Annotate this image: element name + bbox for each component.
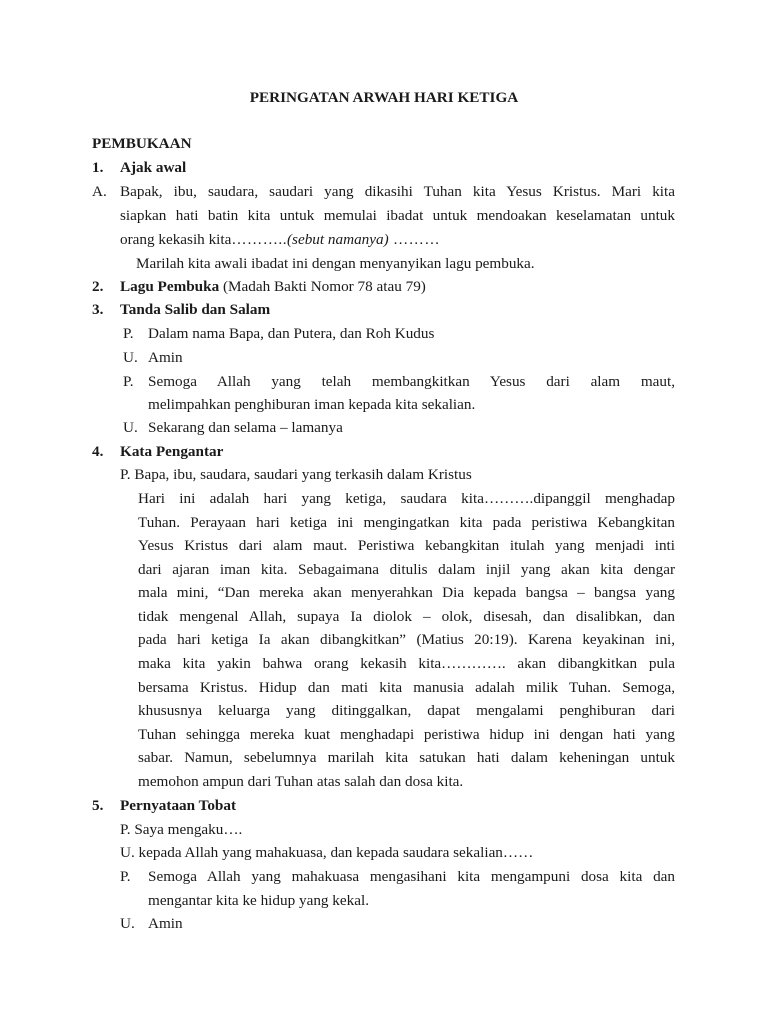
- response-marker: U.: [123, 349, 138, 366]
- section-5-heading: Pernyataan Tobat: [120, 797, 237, 814]
- section-3-number: 3.: [92, 301, 104, 318]
- section-4-para-line: pada hari ketiga Ia akan dibangkitkan” (Matius 20:19). Karena keyakinan ini,: [138, 631, 675, 648]
- section-4-heading: Kata Pengantar: [120, 443, 224, 460]
- section-4-para-line: Tuhan. Perayaan hari ketiga ini mengingatkan kita pada peristiwa Kebangkitan: [138, 514, 675, 531]
- section-5-p1: P. Saya mengaku….: [120, 821, 243, 838]
- response-text: Amin: [148, 915, 183, 932]
- section-1-a-marker: A.: [92, 183, 107, 200]
- name-placeholder-dots: ………..: [231, 231, 287, 248]
- section-1-invite: Marilah kita awali ibadat ini dengan menyanyikan lagu pembuka.: [136, 255, 535, 272]
- response-marker: P.: [123, 373, 134, 390]
- section-4-para-line: Hari ini adalah hari yang ketiga, saudara kita……….dipanggil menghadap: [138, 490, 675, 507]
- section-4-para-line: sabar. Namun, sebelumnya marilah kita satukan hati dalam keheningan untuk: [138, 749, 675, 766]
- name-placeholder-italic: (sebut namanya): [287, 231, 389, 248]
- response-marker: P.: [120, 868, 131, 885]
- section-2-line: [120, 277, 426, 297]
- section-2-number: 2.: [92, 278, 104, 295]
- response-marker: P.: [123, 325, 134, 342]
- opening-heading: PEMBUKAAN: [92, 135, 192, 152]
- section-4-number: 4.: [92, 443, 104, 460]
- response-marker: U.: [120, 915, 135, 932]
- section-5-u1: U. kepada Allah yang mahakuasa, dan kepada saudara sekalian……: [120, 844, 534, 861]
- response-text-continued: mengantar kita ke hidup yang kekal.: [148, 892, 369, 909]
- section-1-a-line: siapkan hati batin kita untuk memulai ibadat untuk mendoakan keselamatan untuk: [120, 207, 675, 224]
- document-title: PERINGATAN ARWAH HARI KETIGA: [249, 89, 519, 106]
- response-text: Semoga Allah yang telah membangkitkan Yesus dari alam maut,: [148, 373, 675, 390]
- section-5-number: 5.: [92, 797, 104, 814]
- section-4-para-line: dari ajaran iman kita. Sebagaimana ditulis dalam injil yang akan kita dengar: [138, 561, 675, 578]
- a-line-text: orang kekasih kita: [120, 231, 232, 248]
- section-3-heading: Tanda Salib dan Salam: [120, 301, 271, 318]
- response-text: Dalam nama Bapa, dan Putera, dan Roh Kudus: [148, 325, 435, 342]
- section-4-para-line: Tuhan sehingga mereka kuat menghadapi peristiwa hidup ini dengan hati yang: [138, 726, 675, 743]
- section-4-para-line: tidak mengenal Allah, supaya Ia diolok – olok, disesah, dan disalibkan, dan: [138, 608, 675, 625]
- section-4-para-line: Yesus Kristus dari alam maut. Peristiwa kebangkitan itulah yang menjadi inti: [138, 537, 675, 554]
- response-text-continued: melimpahkan penghiburan iman kepada kita sekalian.: [148, 396, 476, 413]
- section-4-p-line: P. Bapa, ibu, saudara, saudari yang terkasih dalam Kristus: [120, 466, 472, 483]
- section-1-a-line: Bapak, ibu, saudara, saudari yang dikasihi Tuhan kita Yesus Kristus. Mari kita: [120, 183, 675, 200]
- section-1-heading: Ajak awal: [120, 159, 187, 176]
- section-2-heading: Lagu Pembuka: [120, 278, 220, 295]
- name-placeholder-dots: ………: [388, 231, 441, 248]
- section-1-a-line: [120, 230, 440, 250]
- response-marker: U.: [123, 419, 138, 436]
- response-text: Sekarang dan selama – lamanya: [148, 419, 343, 436]
- section-4-para-line: bersama Kristus. Hidup dan mati kita manusia adalah milik Tuhan. Semoga,: [138, 679, 675, 696]
- section-4-para-line: mala mini, “Dan mereka akan menyerahkan Dia kepada bangsa – bangsa yang: [138, 584, 675, 601]
- section-4-para-line: khususnya keluarga yang ditinggalkan, dapat mengalami penghiburan dari: [138, 702, 675, 719]
- response-text: Semoga Allah yang mahakuasa mengasihani kita mengampuni dosa kita dan: [148, 868, 675, 885]
- response-text: Amin: [148, 349, 183, 366]
- section-4-para-line: memohon ampun dari Tuhan atas salah dan dosa kita.: [138, 773, 464, 790]
- section-4-para-line: maka kita yakin bahwa orang kekasih kita…………. akan dibangkitkan pula: [138, 655, 675, 672]
- section-2-detail: (Madah Bakti Nomor 78 atau 79): [219, 278, 426, 295]
- section-1-number: 1.: [92, 159, 104, 176]
